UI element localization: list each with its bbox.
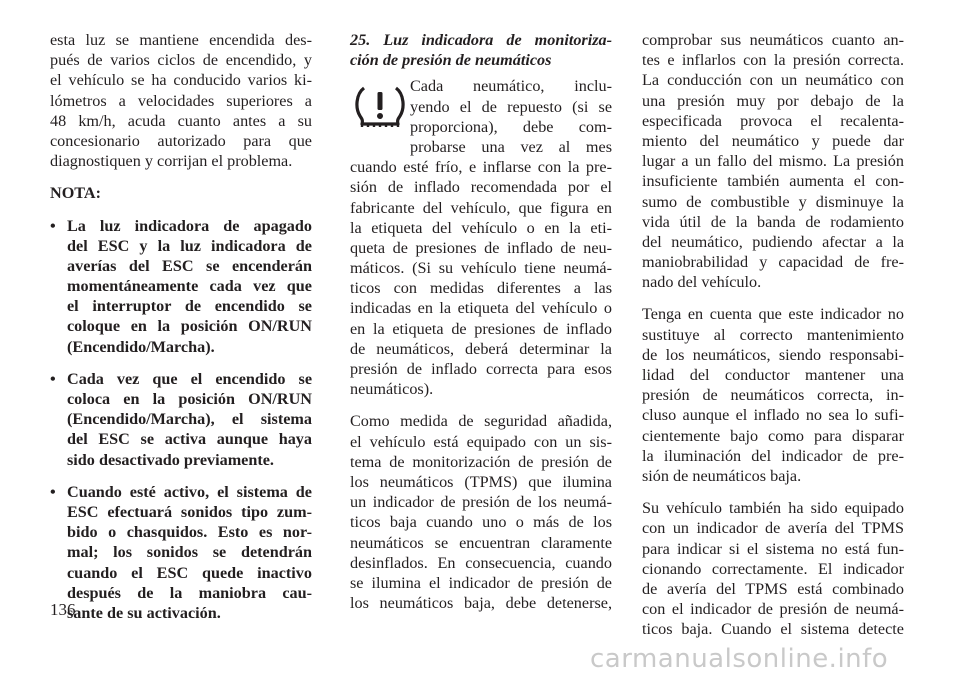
text-line: presión de neumáticos correcta, in- [642,386,904,405]
text-line: insuficiente también aumenta el con- [642,172,904,191]
paragraph [350,411,612,613]
text-line: el interruptor de encendido se [67,297,312,316]
paragraph [50,30,312,171]
text-line: La conducción con un neumático con [642,71,904,90]
text-line: de los neumáticos, siendo responsabi- [642,345,904,364]
text-line: fabricante del vehículo, que figura en [350,198,612,217]
text-line: averías del ESC se encenderán [67,256,312,275]
text-line: para indicar si el sistema no está fun- [642,539,904,558]
text-line: desinflados. En consecuencia, cuando [350,553,612,572]
text-line: ticos con medidas diferentes a las [350,279,612,298]
text-line: el vehículo está equipado con un sis- [350,432,612,451]
text-line: con el indicador de presión de neumá- [642,600,904,619]
column-middle [350,30,612,613]
text-line: 48 km/h, acuda cuanto antes a su [50,111,312,130]
tpms-warning-icon [350,80,410,130]
text-line: comprobar sus neumáticos cuanto an- [642,31,904,49]
paragraph [642,304,904,486]
bullet-dot: • [50,482,56,501]
text-line: presión de inflado correcta para esos [350,360,612,378]
text-line: Como medida de seguridad añadida, [350,412,612,431]
paragraph [350,157,612,399]
text-line: sustituye al correcto mantenimiento [642,325,904,344]
text-line: momentáneamente cada vez que [67,277,312,296]
column-left [50,30,312,623]
text-line: Cada vez que el encendido se [67,369,312,388]
bullet-item [50,216,312,357]
text-line: Cuando esté activo, el sistema de [67,482,312,501]
text-line: del ESC se activa aunque haya [67,430,312,449]
text-line: yendo el de repuesto (si se [410,97,612,116]
text-line: tes e inflarlos con la presión correcta. [642,51,904,70]
text-line: sido desactivado previamente. [67,450,274,469]
text-line: después de la maniobra cau- [67,583,312,602]
text-line: neumáticos). [350,380,434,399]
text-line: neumáticos se encuentran claramente [350,533,612,552]
text-line: lidad del conductor mantener una [642,366,904,384]
text-line: ESC efectuará sonidos tipo zum- [67,502,312,521]
text-line: cionando correctamente. El indicador [642,559,904,578]
watermark: carmanualsonline.info [590,644,889,674]
heading-line: 25. Luz indicadora de monitoriza- [350,31,612,49]
text-line: queta de presiones de inflado de neu- [350,238,612,257]
text-line: Su vehículo también ha sido equipado [642,499,904,518]
text-line: vida útil de la banda de rodamiento [642,212,904,231]
text-line: indicadas en la etiqueta del vehículo o [350,299,612,318]
text-line: (Encendido/Marcha), el sistema [67,410,312,429]
text-line: una presión muy por debajo de la [642,91,904,110]
text-line: sión de neumáticos baja. [642,466,802,485]
text-line: concesionario autorizado para que [50,131,312,150]
bullet-item [50,482,312,623]
text-line: sumo de combustible y disminuye la [642,192,904,211]
note-heading: NOTA: [50,184,101,203]
text-line: sante de su activación. [67,603,221,622]
text-line: tema de monitorización de presión de [350,452,612,471]
text-line: mal; los sonidos se detendrán [67,543,312,562]
text-line: la iluminación del indicador de pre- [642,446,904,465]
text-line: cientemente bajo como para disparar [642,426,904,445]
bullet-item [50,369,312,470]
text-line: nado del vehículo. [642,273,762,292]
text-line: cuando esté frío, e inflarse con la pre- [350,158,612,177]
text-line: bido o chasquidos. Esto es nor- [67,523,312,542]
text-line: cluso aunque el inflado no sea lo sufi- [642,406,904,425]
text-line: de neumáticos, deberá determinar la [350,339,612,358]
text-line: los neumáticos baja, debe detenerse, [350,594,612,613]
text-line: máticos. (Si su vehículo tiene neumá- [350,259,612,278]
text-line: miento del neumático y puede dar [642,131,904,150]
column-right [642,30,904,639]
paragraph [642,498,904,639]
heading-line: ción de presión de neumáticos [350,51,552,70]
text-line: el vehículo se ha conducido varios ki- [50,71,312,90]
text-line: de avería del TPMS está combinado [642,579,904,598]
text-line: ticos baja cuando uno o más de los [350,513,612,532]
text-line: proporciona), debe com- [410,117,612,136]
text-line: probarse una vez al mes [410,137,612,156]
text-line: lómetros a velocidades superiores a [50,91,312,110]
text-line: ticos baja. Cuando el sistema detecte [642,620,904,639]
text-line: diagnostiquen y corrijan el problema. [50,152,293,171]
text-line: La luz indicadora de apagado [67,216,312,235]
text-line: en la etiqueta de presiones de inflado [350,319,612,338]
bullet-dot: • [50,216,56,235]
text-line: esta luz se mantiene encendida des- [50,31,312,49]
text-line: del neumático, pudiendo afectar a la [642,232,904,251]
text-line: maniobrabilidad y capacidad de fre- [642,253,904,272]
section-heading [350,30,612,70]
text-line: un indicador de presión de los neumá- [350,493,612,512]
text-line: se ilumina el indicador de presión de [350,573,612,592]
text-line: lugar a un fallo del mismo. La presión [642,152,904,171]
text-line: Cada neumático, inclu- [410,77,612,96]
text-line: los neumáticos (TPMS) que ilumina [350,472,612,491]
text-line: la etiqueta del vehículo o en la eti- [350,218,612,237]
text-line: (Encendido/Marcha). [67,337,215,356]
text-line: especificada provoca el recalenta- [642,111,904,130]
text-line: del ESC y la luz indicadora de [67,236,312,255]
text-line: Tenga en cuenta que este indicador no [642,305,904,324]
bullet-dot: • [50,369,56,388]
page-number: 136 [50,600,76,619]
text-line: con un indicador de avería del TPMS [642,519,904,538]
paragraph [642,30,904,292]
icon-paragraph [350,76,612,157]
text-line: coloque en la posición ON/RUN [67,317,312,336]
text-line: pués de varios ciclos de encendido, y [50,51,312,70]
text-line: cuando el ESC quede inactivo [67,563,312,582]
text-line: coloca en la posición ON/RUN [67,390,312,408]
text-line: sión de inflado recomendada por el [350,178,612,197]
